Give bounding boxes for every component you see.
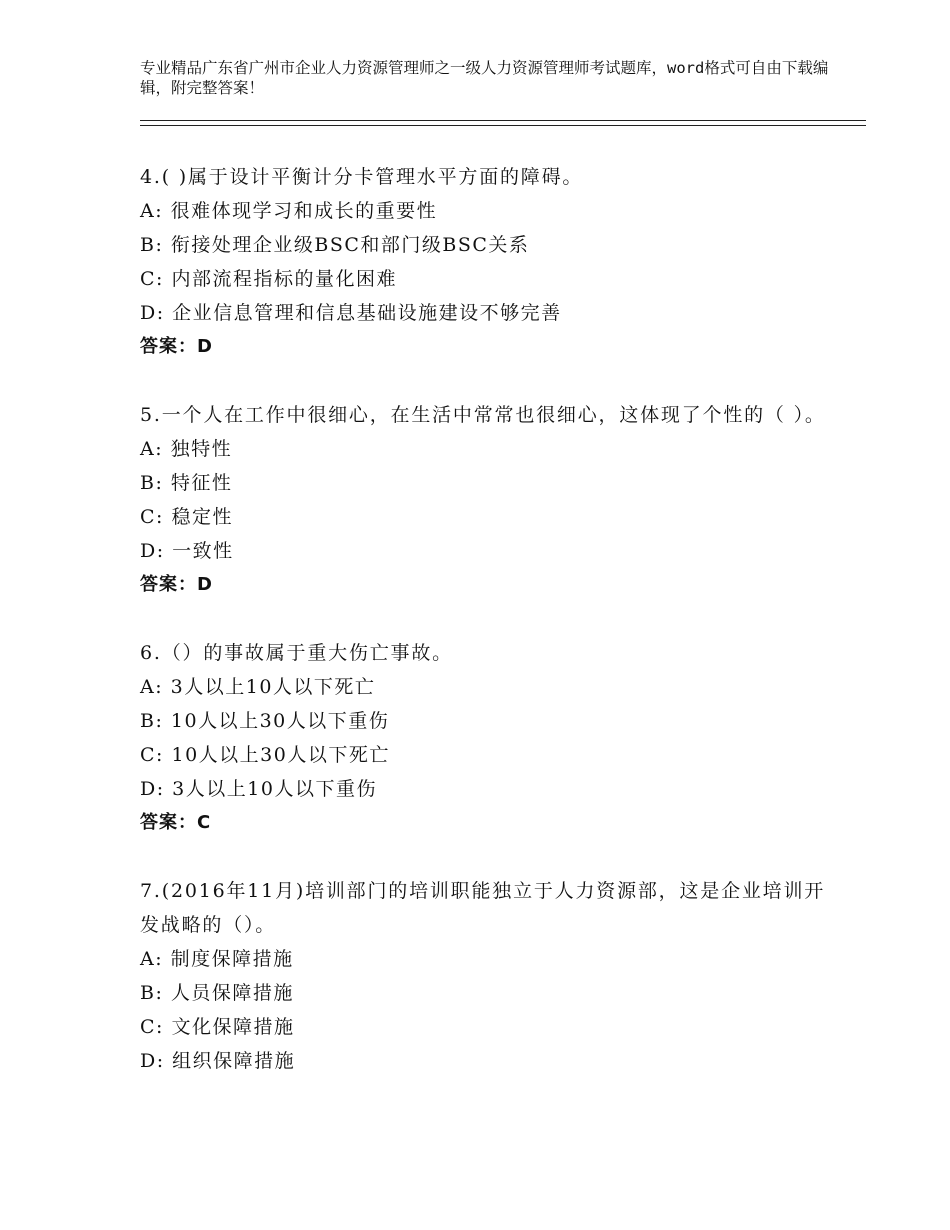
option-b: B: 10人以上30人以下重伤 (140, 710, 390, 732)
option-d: D: 企业信息管理和信息基础设施建设不够完善 (140, 302, 562, 324)
answer-label: 答案：D (140, 574, 213, 595)
question-5 (140, 398, 830, 602)
option-d: D: 组织保障措施 (140, 1050, 296, 1072)
question-stem: 6.（）的事故属于重大伤亡事故。 (140, 642, 453, 664)
header-rule-top (140, 120, 866, 121)
option-c: C: 内部流程指标的量化困难 (140, 268, 397, 290)
option-a: A: 独特性 (140, 438, 233, 460)
question-6 (140, 636, 830, 840)
document-header: 专业精品广东省广州市企业人力资源管理师之一级人力资源管理师考试题库，word格式可自由下载编辑，附完整答案！ (140, 59, 829, 97)
option-c: C: 文化保障措施 (140, 1016, 295, 1038)
option-c: C: 稳定性 (140, 506, 233, 528)
option-d: D: 3人以上10人以下重伤 (140, 778, 377, 800)
answer-label: 答案：D (140, 336, 213, 357)
answer-label: 答案：C (140, 812, 212, 833)
question-list (140, 160, 830, 1112)
question-7 (140, 874, 830, 1078)
option-b: B: 人员保障措施 (140, 982, 294, 1004)
question-stem: 5.一个人在工作中很细心，在生活中常常也很细心，这体现了个性的（ ）。 (140, 404, 826, 426)
option-b: B: 衔接处理企业级BSC和部门级BSC关系 (140, 234, 530, 256)
option-a: A: 制度保障措施 (140, 948, 294, 970)
header-rule-bottom (140, 125, 866, 126)
option-d: D: 一致性 (140, 540, 234, 562)
option-c: C: 10人以上30人以下死亡 (140, 744, 390, 766)
question-stem: 7.(2016年11月)培训部门的培训职能独立于人力资源部，这是企业培训开发战略的（）。 (140, 880, 826, 936)
option-a: A: 很难体现学习和成长的重要性 (140, 200, 438, 222)
question-4 (140, 160, 830, 364)
option-b: B: 特征性 (140, 472, 233, 494)
option-a: A: 3人以上10人以下死亡 (140, 676, 376, 698)
question-stem: 4.( )属于设计平衡计分卡管理水平方面的障碍。 (140, 166, 584, 188)
